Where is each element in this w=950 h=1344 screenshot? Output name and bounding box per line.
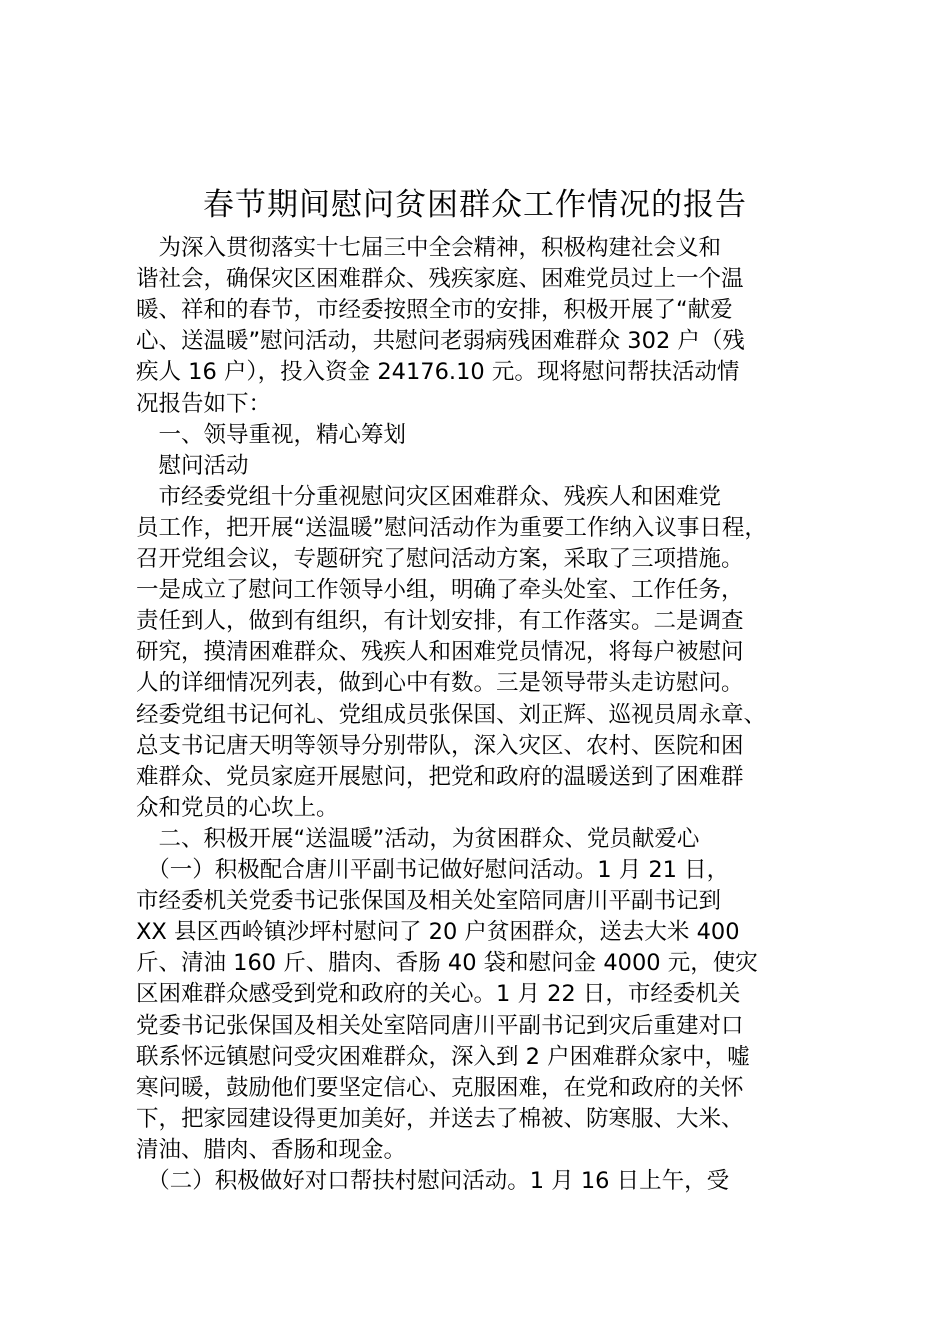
body-line: （一）积极配合唐川平副书记做好慰问活动。1 月 21 日， [136,857,730,883]
body-line: 众和党员的心坎上。 [136,794,339,821]
body-line: 责任到人，做到有组织，有计划安排，有工作落实。二是调查 [136,608,744,635]
body-line: 况报告如下： [136,390,272,417]
body-line: 为深入贯彻落实十七届三中全会精神，积极构建社会义和 [136,235,722,261]
body-line: 联系怀远镇慰问受灾困难群众，深入到 2 户困难群众家中，嘘 [136,1043,750,1070]
body-line: 总支书记唐天明等领导分别带队，深入灾区、农村、医院和困 [136,732,744,759]
body-line: 暖、祥和的春节，市经委按照全市的安排，积极开展了“献爱 [136,297,733,324]
body-line: 二、积极开展“送温暖”活动，为贫困群众、党员献爱心 [136,825,700,852]
body-line: 一是成立了慰问工作领导小组，明确了牵头处室、工作任务， [136,577,744,604]
document-title: 春节期间慰问贫困群众工作情况的报告 [203,187,747,223]
body-line: 清油、腊肉、香肠和现金。 [136,1136,407,1163]
body-line: 区困难群众感受到党和政府的关心。1 月 22 日，市经委机关 [136,981,741,1008]
body-line: 党委书记张保国及相关处室陪同唐川平副书记到灾后重建对口 [136,1012,744,1039]
body-line: 斤、清油 160 斤、腊肉、香肠 40 袋和慰问金 4000 元，使灾 [136,950,758,977]
body-line: 一、领导重视，精心筹划 [136,421,407,448]
body-line: 寒问暖，鼓励他们要坚定信心、克服困难，在党和政府的关怀 [136,1074,744,1101]
body-line: 市经委党组十分重视慰问灾区困难群众、残疾人和困难党 [136,483,722,510]
body-line: 难群众、党员家庭开展慰问，把党和政府的温暖送到了困难群 [136,763,744,790]
body-line: 疾人 16 户），投入资金 24176.10 元。现将慰问帮扶活动情 [136,359,740,386]
body-line: （二）积极做好对口帮扶村慰问活动。1 月 16 日上午，受 [136,1168,730,1194]
body-line: XX 县区西岭镇沙坪村慰问了 20 户贫困群众，送去大米 400 [136,919,740,946]
body-line: 心、送温暖”慰问活动，共慰问老弱病残困难群众 302 户（残 [136,328,745,355]
body-line: 慰问活动 [136,452,249,479]
body-line: 下，把家园建设得更加美好，并送去了棉被、防寒服、大米、 [136,1105,744,1132]
body-line: 员工作，把开展“送温暖”慰问活动作为重要工作纳入议事日程， [136,514,767,541]
body-line: 市经委机关党委书记张保国及相关处室陪同唐川平副书记到 [136,888,722,915]
body-line: 谐社会，确保灾区困难群众、残疾家庭、困难党员过上一个温 [136,266,744,293]
body-line: 人的详细情况列表，做到心中有数。三是领导带头走访慰问。 [136,670,744,697]
body-line: 经委党组书记何礼、党组成员张保国、刘正辉、巡视员周永章、 [136,701,767,728]
body-line: 召开党组会议，专题研究了慰问活动方案，采取了三项措施。 [136,546,744,572]
body-line: 研究，摸清困难群众、残疾人和困难党员情况，将每户被慰问 [136,639,744,666]
